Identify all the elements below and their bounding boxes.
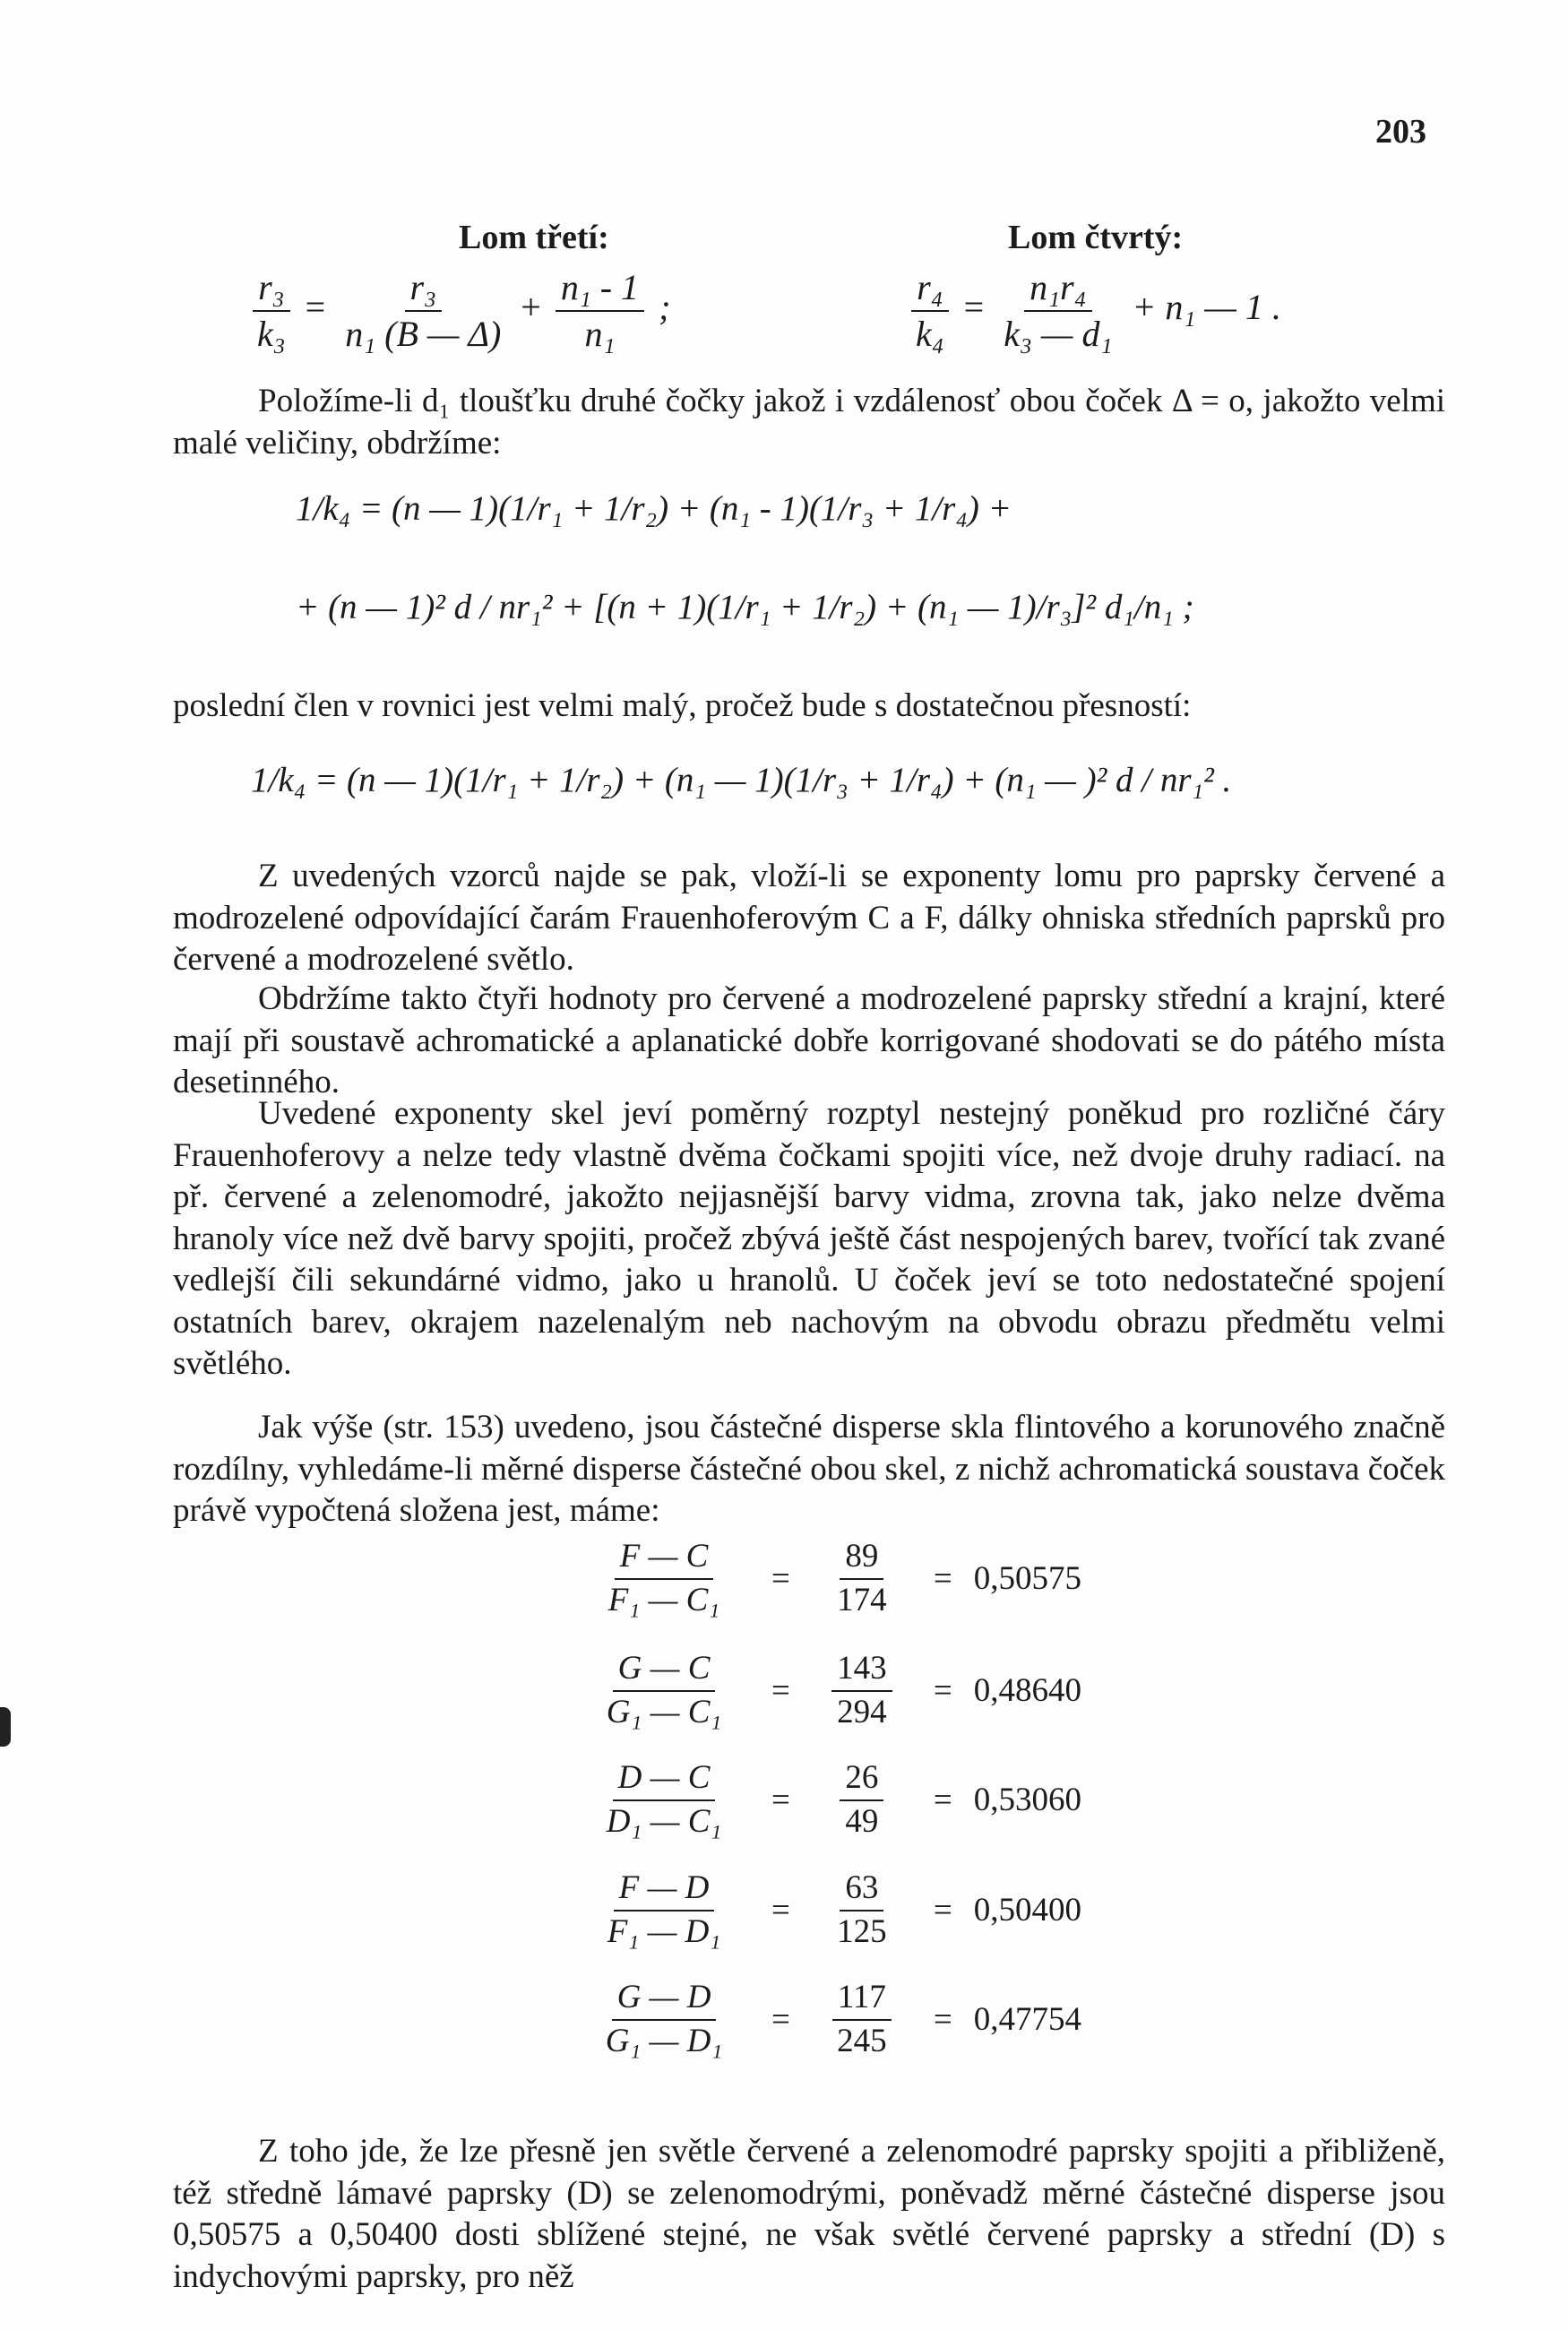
fraction-term1: $\frac{\text{r₃}}{\text{n₁ (B — Δ)}}$ [345, 267, 502, 354]
formula-simple: 1/k₄ = (n — 1)(1/r₁ + 1/r₂) + (n₁ — 1)(1/r₃ + 1/r₄) + (n₁ — )² d / nr₁² . [251, 761, 1232, 799]
formula-big-line-1: 1/k₄ = (n — 1)(1/r₁ + 1/r₂) + (n₁ - 1)(1/r₃ + 1/r₄) + [296, 489, 1012, 528]
fraction-lhs: $\frac{\text{r₃}}{\text{k₃}}$ [252, 269, 291, 353]
heading-lom-ctvrty: Lom čtvrtý: [1008, 219, 1184, 256]
formula-tail: + n₁ — 1 . [1132, 287, 1281, 328]
ratio-row: $\frac{F — C}{\text{F₁ — C₁}}$ = $\frac{89}{174}$ = 0,50575 [607, 1538, 1081, 1618]
formula-big-line-2: + (n — 1)² d / nr₁² + [(n + 1)(1/r₁ + 1/r₂) + (n₁ — 1)/r₃]² d₁/n₁ ; [296, 588, 1194, 626]
paragraph-7: Z toho jde, že lze přesně jen světle červené a zelenomodré paprsky spojiti a přibliženě, též středně lámavé paprsky (D) se zelenomodrými, poněvadž měrné částečné disperse jsou 0,50575 a 0,50400 dosti sblížené stejné, ne však světlé červené paprsky a střední (D) s indychovými paprsky, pro něž [173, 2133, 1445, 2295]
ratio-row: $\frac{G — D}{\text{G₁ — D₁}}$ = $\frac{117}{245}$ = 0,47754 [605, 1979, 1081, 2059]
fraction-lhs: $\frac{\text{r₄}}{\text{k₄}}$ [910, 269, 950, 353]
paragraph-3: Z uvedených vzorců najde se pak, vloží-li se exponenty lomu pro paprsky červené a modrozelené odpovídající čarám Frauenhoferovým C a F, dálky ohniska středních paprsků pro červené a modrozelené světlo. [173, 858, 1445, 978]
paragraph-6: Jak výše (str. 153) uvedeno, jsou částečné disperse skla flintového a korunového značně rozdílny, vyhledáme-li měrné disperse částečné obou skel, z nichž achromatická soustava čoček právě vypočtená složena jest, máme: [173, 1409, 1445, 1529]
ratio-value: 0,48640 [973, 1672, 1081, 1710]
ratio-value: 0,47754 [973, 2001, 1081, 2039]
ratio-value: 0,50400 [973, 1892, 1081, 1929]
ratio-row: $\frac{D — C}{\text{D₁ — C₁}}$ = $\frac{26}{49}$ = 0,53060 [606, 1759, 1081, 1840]
binding-edge-mark [0, 1707, 11, 1747]
formula-lom-treti: $\frac{\text{r₃}}{\text{k₃}}$ = $\frac{\text{r₃}}{\text{n₁ (B — Δ)}}$ + $\frac{\text{n₁ - 1}}{\text{n₁}}$ ; [246, 269, 670, 353]
formula-lom-ctvrty: $\frac{\text{r₄}}{\text{k₄}}$ = $\frac{\text{n₁r₄}}{\text{k₃ — d₁}}$ + n₁ — 1 . [905, 269, 1281, 353]
paragraph-1: Položíme-li d₁ tloušťku druhé čočky jakož i vzdálenosť obou čoček Δ = o, jakožto velmi malé veličiny, obdržíme: [173, 383, 1445, 462]
heading-lom-treti: Lom třetí: [459, 219, 609, 256]
separator: ; [659, 287, 671, 328]
page-number: 203 [1375, 113, 1426, 151]
paragraph-2: poslední člen v rovnici jest velmi malý, pročež bude s dostatečnou přesností: [173, 687, 1192, 724]
ratio-row: $\frac{F — D}{\text{F₁ — D₁}}$ = $\frac{63}{125}$ = 0,50400 [607, 1869, 1081, 1950]
ratio-value: 0,50575 [973, 1560, 1081, 1598]
ratio-row: $\frac{G — C}{\text{G₁ — C₁}}$ = $\frac{143}{294}$ = 0,48640 [606, 1650, 1081, 1730]
paragraph-5: Uvedené exponenty skel jeví poměrný rozptyl nestejný poněkud pro rozličné čáry Frauenhoferovy a nelze tedy vlastně dvěma čočkami spojiti více, než dvoje druhy radiací. na př. červené a zelenomodré, jakožto nejjasnější barvy vidma, zrovna tak, jako nelze dvěma hranoly více než dvě barvy spojiti, pročež zbývá ještě část nespojených barev, tvořící tak zvané vedlejší čili sekundárné vidmo, jako u hranolů. U čoček jeví se toto nedostatečné spojení ostatních barev, okrajem nazelenalým neb nachovým na obvodu obrazu předmětu velmi světlého. [173, 1095, 1445, 1382]
paragraph-4: Obdržíme takto čtyři hodnoty pro červené a modrozelené paprsky střední a krajní, které mají při soustavě achromatické a aplanatické dobře korrigované shodovati se do pátého místa desetinného. [173, 980, 1445, 1100]
fraction-term2: $\frac{\text{n₁ - 1}}{\text{n₁}}$ [556, 269, 644, 353]
fraction-term1: $\frac{\text{n₁r₄}}{\text{k₃ — d₁}}$ [1004, 267, 1113, 354]
ratio-value: 0,53060 [973, 1782, 1081, 1819]
